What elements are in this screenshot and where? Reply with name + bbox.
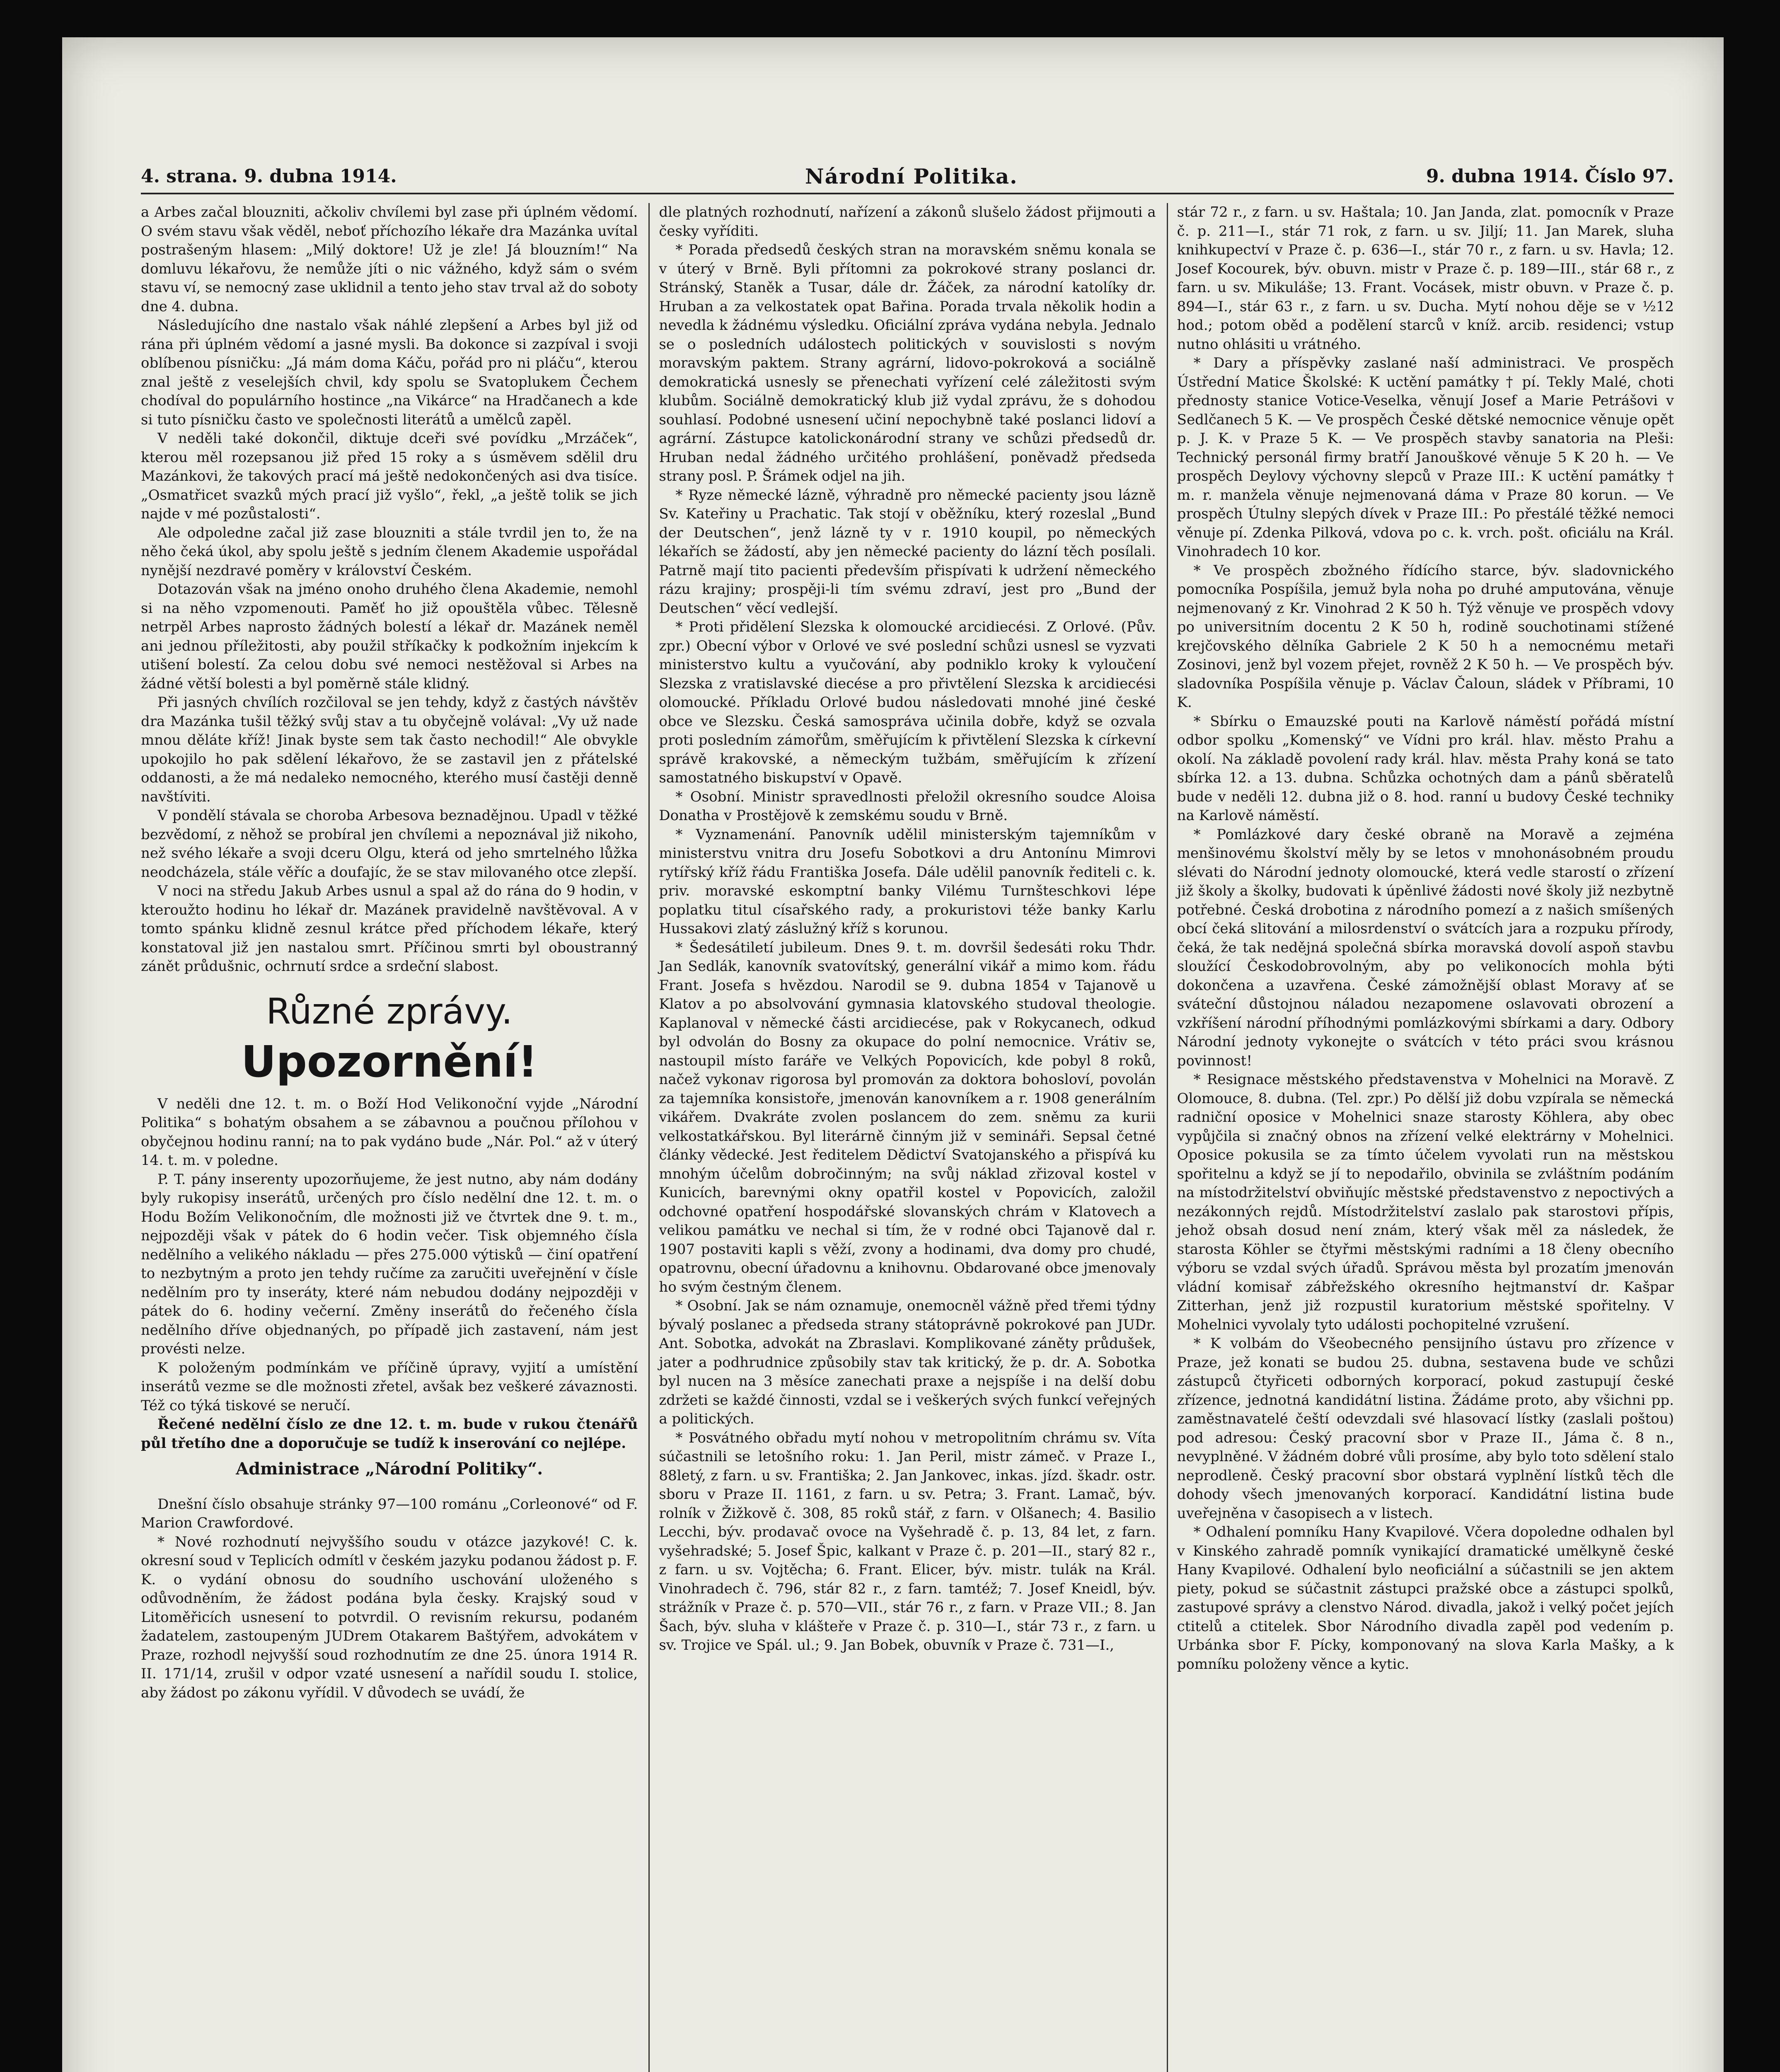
header-left: 4. strana. 9. dubna 1914. <box>141 165 397 187</box>
article-paragraph: * Porada předsedů českých stran na moravském sněmu konala se v úterý v Brně. Byli přítomni za pokrokové strany poslanci dr. Stránský, Staněk a Tusar, dále dr. Žáček, za národní katolíky dr. Hruban a za velkostatek opat Bařina. Porada trvala několik hodin a nevedla k žádnému výsledku. Oficiální zpráva vydána nebyla. Jednalo se o posledních událostech politických v souvislosti s novým moravským paktem. Strany agrární, lidovo-pokroková a sociálně demokratická usnesly se přenechati vyřízení celé záležitosti svým klubům. Sociálně demokratický klub již vydal zprávu, že s dohodou souhlasí. Podobné usnesení učiní nepochybně také poslanci lidoví a agrární. Zástupce katolickonárodní strany ve schůzi předsedů dr. Hruban nedal žádného určitého prohlášení, poněvadž předseda strany posl. P. Šrámek odjel na jih. <box>659 242 1156 484</box>
notice-paragraph: V neděli dne 12. t. m. o Boží Hod Velikonoční vyjde „Národní Politika“ s bohatým obsahem a se zábavnou a poučnou přílohou v obyčejnou hodinu ranní; na to pak vydáno bude „Nár. Pol.“ až v úterý 14. t. m. v poledne. <box>141 1095 638 1169</box>
newspaper-title: Národní Politika. <box>805 164 1018 189</box>
notice-emphasis: Řečené nedělní číslo ze dne 12. t. m. bude v rukou čtenářů půl třetího dne a doporučuje se tudíž k inserování co nejlépe. <box>141 1416 638 1452</box>
article-paragraph: * Osobní. Ministr spravedlnosti přeložil okresního soudce Aloisa Donatha v Prostějově k zemskému soudu v Brně. <box>659 788 1156 824</box>
article-paragraph: * Pomlázkové dary české obraně na Moravě a zejména menšinovému školství měly by se letos v mnohonásobném proudu slévati do Národní jednoty olomoucké, která vedle starostí o zřízení již školy a školky, budovati k úpěnlivé žádosti nové školy již nezbytně potřebné. Česká drobotina z národního pomezí a z našich smíšených obcí čeká slitování a milosrdenství o svátcích jara a rozpuku přírody, čeká, že tak nedějná společná sbírka moravská dovolí aspoň stavbu sloužící Českodobrovolným, aby po velikonocích mohla býti dokončena a uzavřena. České zámožnější oblast Moravy ať se sváteční důstojnou náladou nezapomene oslavovati obrození a vzkříšení národní příhodnými pomlázkovými sbírkami a dary. Odbory Národní jednoty vykonejte o svátcích v této práci svou krásnou povinnost! <box>1177 826 1674 1069</box>
article-paragraph: * Ryze německé lázně, výhradně pro německé pacienty jsou lázně Sv. Kateřiny u Prachatic. Tak stojí v oběžníku, který rozeslal „Bund der Deutschen“, jenž lázně ty v r. 1910 koupil, po německých lékařích se žádostí, aby jen německé pacienty do lázní těch posílali. Patrně mají tito pacienti především přispívati k udržení německého rázu krajiny; prospěji-li tím svému zdraví, jest pro „Bund der Deutschen“ věcí vedlejší. <box>659 487 1156 617</box>
article-paragraph: Při jasných chvílích rozčiloval se jen tehdy, když z častých návštěv dra Mazánka tušil těžký svůj stav a tu obyčejně volával: „Vy už nade mnou děláte kříž! Jinak byste sem tak často nechodil!“ Ale obvykle upokojilo ho pak sdělení lékařovo, že se zastavil jen z přátelské oddanosti, a že má nedaleko nemocného, kterého musí častěji denně navštíviti. <box>141 694 638 805</box>
section-heading: Různé zprávy. <box>266 990 513 1032</box>
article-paragraph: stár 72 r., z farn. u sv. Haštala; 10. Jan Janda, zlat. pomocník v Praze č. p. 211—I., stár 71 rok, z farn. u sv. Jiljí; 11. Jan Marek, sluha knihkupectví v Praze č. p. 636—I., stár 70 r., z farn. u sv. Havla; 12. Josef Kocourek, býv. obuvn. mistr v Praze č. p. 189—III., stár 68 r., z farn. u sv. Mikuláše; 13. Frant. Vocásek, mistr obuvn. v Praze č. p. 894—I., stár 63 r., z farn. u sv. Ducha. Mytí nohou děje se v ½12 hod.; potom oběd a podělení starců v kníž. arcib. residenci; vstup nutno ohlásiti u vrátného. <box>1177 204 1674 353</box>
article-paragraph: * Šedesátiletí jubileum. Dnes 9. t. m. dovršil šedesáti roku Thdr. Jan Sedlák, kanovník svatovítský, generální vikář a mimo kom. řádu Frant. Josefa s hvězdou. Narodil se 9. dubna 1854 v Tajanově u Klatov a po absolvování gymnasia klatovského studoval theologie. Kaplanoval v německé části arcidiecése, pak v Rokycanech, odkud byl odvolán do Bosny za okupace do polní nemocnice. Vrátiv se, nastoupil místo faráře ve Velkých Popovicích, kde pobyl 8 roků, načež vykonav rigorosa byl promován za doktora bohosloví, povolán za tajemníka konsistoře, jmenován kanovníkem a r. 1908 generálním vikářem. Dvakráte zvolen poslancem do zem. sněmu za kurii velkostatkářskou. Byl literárně činným již v semináři. Sepsal četné články vědecké. Jest ředitelem Dědictví Svatojanského a přispívá ku mnohým účelům dobročinným; na svůj náklad zřizoval kostel v Kunicích, barevnými okny opatřil kostel v Popovicích, založil odchovné opatření hospodářské slovanských chrám v Klatovech a velikou památku ve nechal si tím, že v rodné obci Tajanově dal r. 1907 postaviti kapli s věží, zvony a hodinami, dva domy pro chudé, opatrovnu, obecní úřadovnu a knihovnu. Obdarované obce jmenovaly ho svým čestným členem. <box>659 939 1156 1295</box>
article-paragraph: V neděli také dokončil, diktuje dceři své povídku „Mrzáček“, kterou měl rozepsanou již před 15 roky a s úsměvem sdělil dru Mazánkovi, že takových prací má ještě nedokončených asi dva tisíce. „Osmatřicet svazků mých prací již vyšlo“, řekl, „a ještě tolik se jich najde v mé pozůstalosti“. <box>141 430 638 522</box>
article-paragraph: * Nové rozhodnutí nejvyššího soudu v otázce jazykové! C. k. okresní soud v Teplicích odmítl v českém jazyku podanou žádost p. F. K. o vydání obnosu do soudního uschování uloženého s odůvodněním, že žádost podána byla česky. Krajský soud v Litoměřicích usnesení to potvrdil. O revisním rekursu, podaném žadatelem, zastoupeným JUDrem Otakarem Baštýřem, advokátem v Praze, rozhodl nejvyšší soud rozhodnutím ze dne 25. února 1914 R. II. 171/14, zrušil v odpor vzaté usnesení a nařídil soudu I. stolice, aby žádost po zákonu vyřídil. V důvodech se uvádí, že <box>141 1533 638 1701</box>
article-paragraph: * Proti přidělení Slezska k olomoucké arcidiecési. Z Orlové. (Pův. zpr.) Obecní výbor v Orlové ve své poslední schůzi usnesl se vyzvati ministerstvo kultu a vyučování, aby podniklo kroky k vyloučení Slezska z vratislavské diecése a pro přivtělení Slezska k arcidiecési olomoucké. Příkladu Orlové budou následovati mnohé jiné české obce ve Slezsku. Česká samospráva učinila dobře, když se ozvala proti posledním zámořům, směřujícím k přivtělení Slezska k církevní správě krakovské, a německým tužbám, směřujícím k zřízení samostatného biskupství v Opavě. <box>659 619 1156 786</box>
notice-paragraph: P. T. pány inserenty upozorňujeme, že jest nutno, aby nám dodány byly rukopisy inserátů, určených pro číslo nedělní dne 12. t. m. o Hodu Božím Velikonočním, dle možnosti již ve čtvrtek dne 9. t. m., nejpozději však v pátek do 6 hodin večer. Tisk objemného čísla nedělního a velikého nákladu — přes 275.000 výtisků — činí opatření to nezbytným a proto jen tehdy ručíme za zaručiti uveřejnění v čísle nedělním pro ty inseráty, které nám nebudou dodány nejpozději v pátek do 6. hodiny večerní. Změny inserátů do řečeného čísla nedělního dříve objednaných, po případě jich zastavení, nám jest provésti nelze. <box>141 1171 638 1357</box>
article-paragraph: * Resignace městského představenstva v Mohelnici na Moravě. Z Olomouce, 8. dubna. (Tel. zpr.) Po dělší již dobu vzpírala se německá radniční oposice v Mohelnici snaze starosty Köhlera, aby obec vypůjčila si značný obnos na zřízení velké elektrárny v Mohelnici. Oposice pokusila se za tímto účelem vyvolati run na městskou spořitelnu a když se jí to nepodařilo, obvinila se zvláštním podáním na místodržitelství obviňujíc městské představenstvo z nepoctivých a nezákonných rejdů. Místodržitelství zaslalo pak starostovi přípis, jehož obsah dosud není znám, který však měl za následek, že starosta Köhler se čtyřmi městskými radními a 18 členy obecního výboru se vzdal svých úřadů. Správou města byl prozatím jmenován vládní komisař zábřežského okresního hejtmanství dr. Kašpar Zitterhan, jenž již rozpustil kuratorium městské spořitelny. V Mohelnici vyvolaly tyto události pochopitelné vzrušení. <box>1177 1071 1674 1333</box>
article-paragraph: * K volbám do Všeobecného pensijního ústavu pro zřízence v Praze, jež konati se budou 25. dubna, sestavena bude ve schůzi zástupců čtyřiceti odborných korporací, pokud zastupují české zřízence, jednotná kandidátní listina. Žádáme proto, aby všichni pp. zaměstnavatelé čeští odevzdali své hlasovací lístky (zaslali poštou) pod adresou: Český pracovní sbor v Praze II., Jáma č. 8 n., nevyplněné. V žádném dobré vůli prosíme, aby bylo toto sdělení stalo neprodleně. Český pracovní sbor obstará vyplnění lístků těch dle dohody všech jmenovaných korporací. Kandidátní listina bude uveřejněna v časopisech a v listech. <box>1177 1335 1674 1522</box>
article-paragraph: * Posvátného obřadu mytí nohou v metropolitním chrámu sv. Víta súčastnili se letošního roku: 1. Jan Peril, mistr zámeč. v Praze I., 88letý, z farn. u sv. Františka; 2. Jan Jankovec, inkas. jízd. škadr. ostr. sboru v Praze II. 1161, z farn. u sv. Petra; 3. Frant. Lamač, býv. rolník v Žižkově č. 308, 85 roků stář, z farn. v Olšanech; 4. Basilio Lecchi, býv. prodavač ovoce na Vyšehradě č. p. 13, 84 let, z farn. vyšehradské; 5. Josef Špic, kalkant v Praze č. p. 201—II., starý 82 r., z farn. u sv. Vojtěcha; 6. Frant. Elicer, býv. mistr. tulák na Král. Vinohradech č. 796, stár 82 r., z farn. tamtéž; 7. Josef Kneidl, býv. strážník v Praze č. p. 570—VII., stár 76 r., z farn. v Praze VII.; 8. Jan Šach, býv. sluha v klášteře v Praze č. p. 310—I., stár 73 r., z farn. u sv. Trojice ve Spál. ul.; 9. Jan Bobek, obuvník v Praze č. 731—I., <box>659 1429 1156 1653</box>
page-header <box>141 160 1674 194</box>
article-paragraph: * Vyznamenání. Panovník udělil ministerským tajemníkům v ministerstvu vnitra dru Josefu Sobotkovi a dru Antonínu Mimrovi rytířský kříž řádu Františka Josefa. Dále udělil panovník řediteli c. k. priv. moravské eskomptní banky Vilému Turnšteschkovi lépe poplatku titul císařského rady, a prokuristovi téže banky Karlu Hussakovi zlatý záslužný kříž s korunou. <box>659 826 1156 937</box>
article-paragraph: * Dary a příspěvky zaslané naší administraci. Ve prospěch Ústřední Matice Školské: K uctění památky † pí. Tekly Malé, choti přednosty stanice Votice-Veselka, věnují Josef a Marie Petrášovi v Sedlčanech 5 K. — Ve prospěch České dětské nemocnice věnuje opět p. J. K. v Praze 5 K. — Ve prospěch stavby sanatoria na Pleši: Technický personál firmy bratří Janouškové věnuje 5 K 20 h. — Ve prospěch Deylovy výchovny slepců v Praze III.: K uctění památky † m. r. manžela věnuje nejmenovaná dáma v Praze 80 korun. — Ve prospěch Útulny slepých dívek v Praze III.: Po přestálé těžké nemoci věnuje pí. Zdenka Pilková, vdova po c. k. vrch. pošt. oficiálu na Král. Vinohradech 10 kor. <box>1177 355 1674 560</box>
article-paragraph: * Ve prospěch zbožného řídícího starce, býv. sladovnického pomocníka Pospíšila, jemuž byla noha po druhé amputována, věnuje nejmenovaný z Kr. Vinohrad 2 K 50 h. Týž věnuje ve prospěch vdovy po universitním docentu 2 K 50 h, rodině souchotinami stížené krejčovského dělníka Gabriele 2 K 50 h a nemocnému metaři Zosinovi, jenž byl vozem přejet, rovněž 2 K 50 h. — Ve prospěch býv. sladovníka Pospíšila věnuje p. Václav Čaloun, sládek v Příbrami, 10 K. <box>1177 562 1674 711</box>
article-paragraph: dle platných rozhodnutí, nařízení a zákonů slušelo žádost přijmouti a česky vyříditi. <box>659 204 1156 240</box>
column-2 <box>648 203 1156 2072</box>
article-paragraph: a Arbes začal blouzniti, ačkoliv chvílemi byl zase při úplném vědomí. O svém stavu však věděl, neboť příchozího lékaře dra Mazánka uvítal postrašeným hlasem: „Milý doktore! Už je zle! Já blouzním!“ Na domluvu lékařovu, že nemůže jíti o nic vážného, když sám o svém stavu ví, se nemocný zase uklidnil a tento jeho stav trval až do soboty dne 4. dubna. <box>141 204 638 315</box>
article-paragraph: Následujícího dne nastalo však náhlé zlepšení a Arbes byl již od rána při úplném vědomí a jasné mysli. Ba dokonce si zazpíval i svoji oblíbenou písničku: „Já mám doma Káču, pořád pro ni pláču“, kterou znal ještě z veselejších chvil, kdy spolu se Svatoplukem Čechem chodíval do populárního hostince „na Vikárce“ na Hradčanech a kde si tuto písničku často ve společnosti literátů a umělců zapěl. <box>141 317 638 428</box>
notice-paragraph: K položeným podmínkám ve příčině úpravy, vyjití a umístění inserátů vezme se dle možnosti zřetel, avšak bez veškeré závaznosti. Též co týká tiskové se neručí. <box>141 1359 638 1414</box>
columns <box>141 203 1674 2072</box>
administration-signature: Administrace „Národní Politiky“. <box>236 1459 543 1479</box>
article-paragraph: V pondělí stávala se choroba Arbesova beznadějnou. Upadl v těžké bezvědomí, z něhož se probíral jen chvílemi a nepoznával již nikoho, než svého lékaře a svoji dceru Olgu, která od jeho smrtelného lůžka neodcházela, stále věříc a doufajíc, že se stav milovaného otce zlepší. <box>141 807 638 881</box>
article-paragraph: Ale odpoledne začal již zase blouzniti a stále tvrdil jen to, že na něho čeká úkol, aby spolu ještě s jedním členem Akademie uspořádal nynější nezdravé poměry v království Českém. <box>141 524 638 579</box>
article-paragraph: Dotazován však na jméno onoho druhého člena Akademie, nemohl si na něho vzpomenouti. Paměť ho již opouštěla vůbec. Tělesně netrpěl Arbes naprosto žádných bolestí a lékař dr. Mazánek neměl ani jednou příležitosti, aby použil stříkačky k podkožním injekcím k utišení bolestí. Za celou dobu své nemoci nestěžoval si Arbes na žádné větší bolesti a byl poměrně stále klidný. <box>141 581 638 692</box>
column-3 <box>1167 203 1674 2072</box>
article-paragraph: * Sbírku o Emauzské pouti na Karlově náměstí pořádá místní odbor spolku „Komenský“ ve Vídni pro král. hlav. město Prahu a okolí. Na základě povolení rady král. hlav. města Prahy koná se tato sbírka 12. a 13. dubna. Schůzka ochotných dam a pánů sběratelů bude v neděli 12. dubna již o 8. hod. ranní u budovy České techniky na Karlově náměstí. <box>1177 713 1674 824</box>
notice-heading: Upozornění! <box>241 1036 538 1087</box>
article-paragraph: * Osobní. Jak se nám oznamuje, onemocněl vážně před třemi týdny bývalý poslanec a předseda strany státoprávně pokrokové pan JUDr. Ant. Sobotka, advokát na Zbraslavi. Komplikované záněty průdušek, jater a podhrudnice způsobily stav tak kritický, že p. dr. A. Sobotka byl nucen na 3 měsíce zanechati praxe a nejspíše i na delší dobu zdržeti se každé činnosti, vzdal se i veškerých svých funkcí veřejných a politických. <box>659 1297 1156 1427</box>
header-right: 9. dubna 1914. Číslo 97. <box>1426 165 1674 187</box>
newspaper-page <box>62 37 1724 2072</box>
article-paragraph: V noci na středu Jakub Arbes usnul a spal až do rána do 9 hodin, v kteroužto hodinu ho lékař dr. Mazánek pravidelně navštěvoval. A v tomto spánku klidně zesnul krátce před příchodem lékaře, který konstatoval již jen nastalou smrt. Příčinou smrti byl oboustranný zánět průdušnic, ochrnutí srdce a srdeční slabost. <box>141 883 638 975</box>
article-paragraph: Dnešní číslo obsahuje stránky 97—100 románu „Corleonové“ od F. Marion Crawfordové. <box>141 1496 638 1531</box>
article-paragraph: * Odhalení pomníku Hany Kvapilové. Včera dopoledne odhalen byl v Kinského zahradě pomník vynikající dramatické umělkyně české Hany Kvapilové. Odhalení bylo neoficiální a súčastnili se jen aktem piety, pokud se súčastnit zástupci pražské obce a zástupci spolků, zastupové správy a clenstvo Národ. divadla, jakož i velký počet jejích ctitelů a ctitelek. Sbor Národního divadla zapěl pod vedením p. Urbánka sbor F. Pícky, komponovaný na slova Karla Mašky, a k pomníku položeny věnce a kytic. <box>1177 1524 1674 1673</box>
column-1 <box>141 203 638 2072</box>
